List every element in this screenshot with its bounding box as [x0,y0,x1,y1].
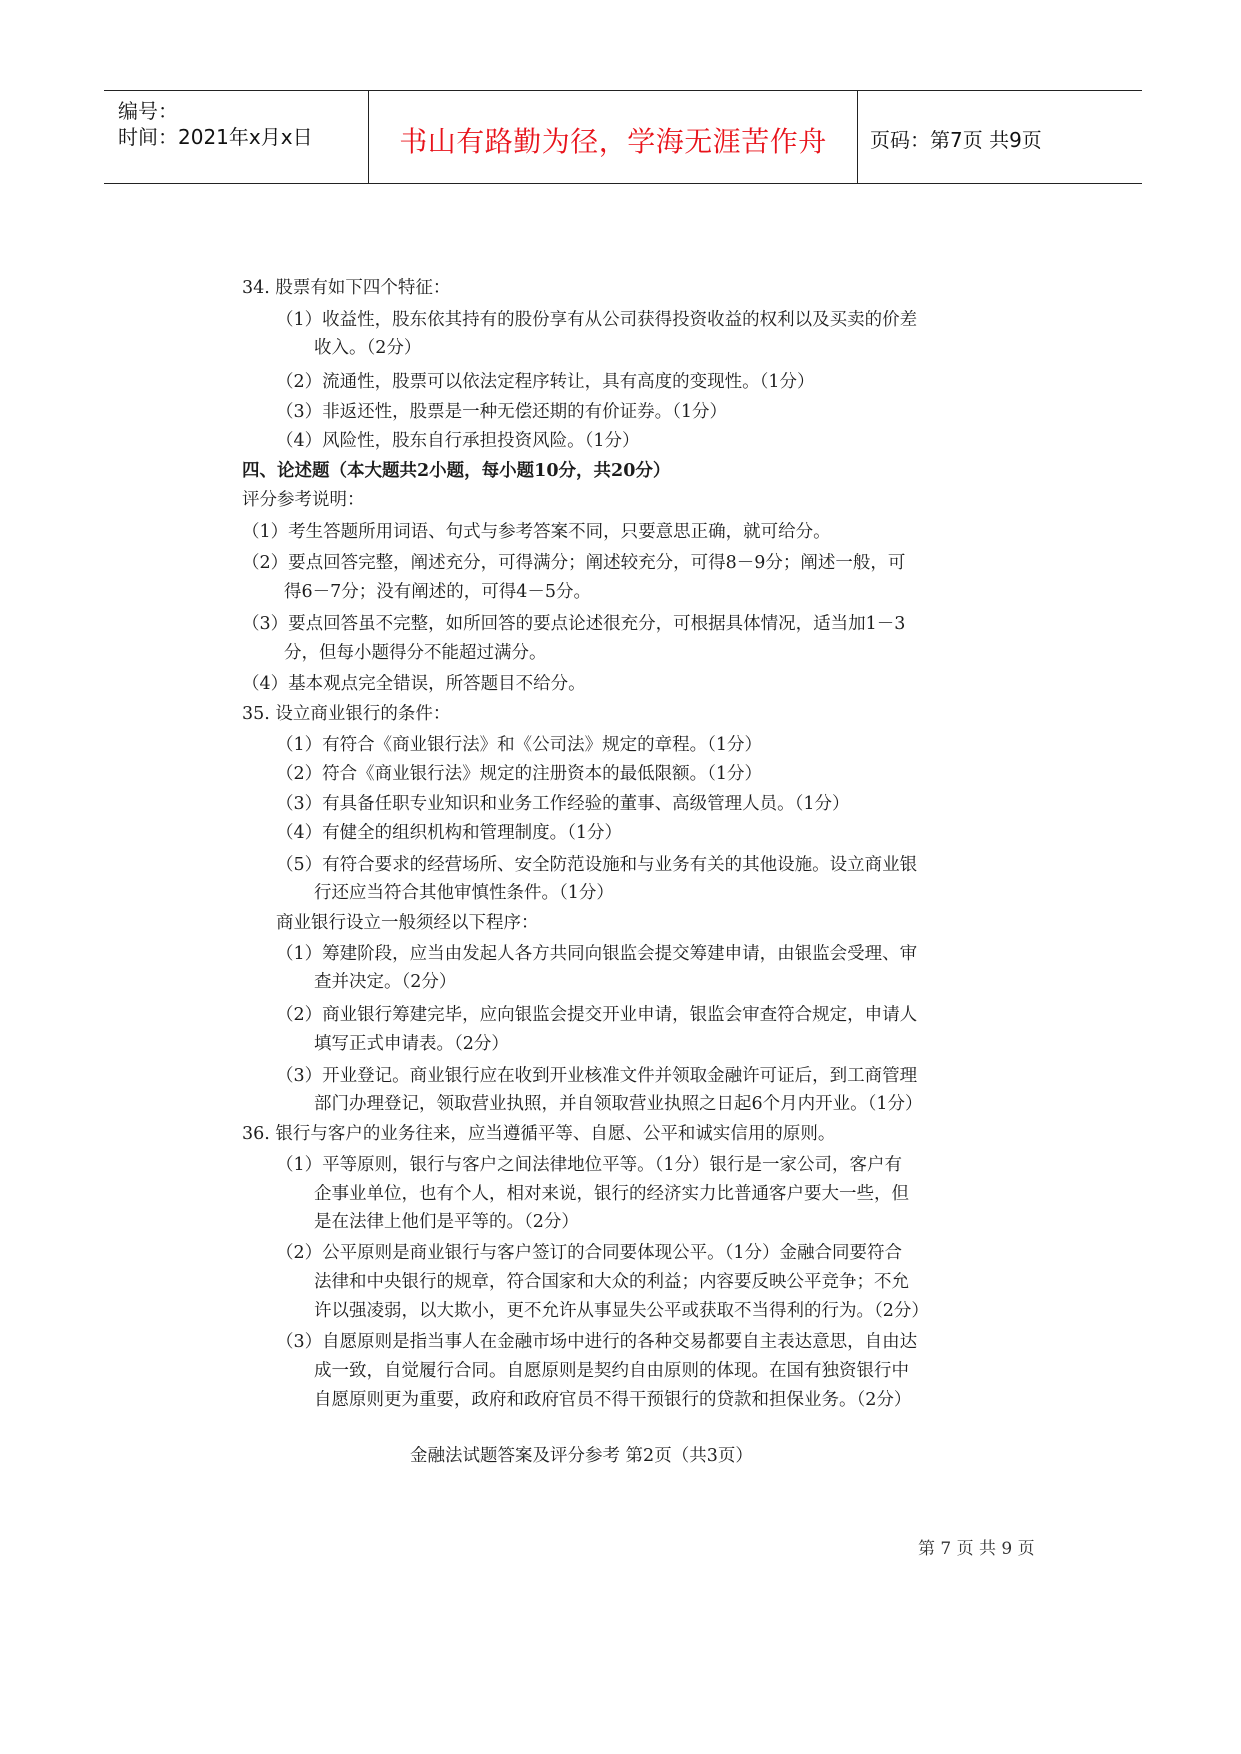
text-line: 34. 股票有如下四个特征： [242,278,451,298]
document-footer: 金融法试题答案及评分参考 第2页（共3页） [410,1446,753,1466]
header-left-cell [104,91,368,183]
text-line: 商业银行设立一般须经以下程序： [276,913,539,933]
text-line: 分，但每小题得分不能超过满分。 [284,643,547,663]
text-line: 自愿原则更为重要，政府和政府官员不得干预银行的贷款和担保业务。（2分） [314,1390,912,1410]
text-line: 查并决定。（2分） [314,972,457,992]
text-line: （3）有具备任职专业知识和业务工作经验的董事、高级管理人员。（1分） [276,794,850,814]
text-line: （3）非返还性，股票是一种无偿还期的有价证券。（1分） [276,402,728,422]
text-line: （3）要点回答虽不完整，如所回答的要点论述很充分，可根据具体情况，适当加1－3 [242,614,906,634]
text-line: （1）有符合《商业银行法》和《公司法》规定的章程。（1分） [276,735,763,755]
text-line: 得6－7分；没有阐述的，可得4－5分。 [284,582,592,602]
text-line: 行还应当符合其他审慎性条件。（1分） [314,883,614,903]
page-header [104,90,1142,184]
text-line: （5）有符合要求的经营场所、安全防范设施和与业务有关的其他设施。设立商业银 [276,855,918,875]
text-line: 35. 设立商业银行的条件： [242,704,451,724]
page-info: 页码：第7页 共9页 [870,128,1042,152]
time-label: 时间：2021年x月x日 [118,125,313,149]
text-line: （4）基本观点完全错误，所答题目不给分。 [242,674,586,694]
text-line: （2）公平原则是商业银行与客户签订的合同要体现公平。（1分）金融合同要符合 [276,1243,903,1263]
text-line: 收入。（2分） [314,338,422,358]
text-line: 评分参考说明： [242,490,365,510]
text-line: （3）自愿原则是指当事人在金融市场中进行的各种交易都要自主表达意思，自由达 [276,1332,918,1352]
text-line: （2）商业银行筹建完毕，应向银监会提交开业申请，银监会审查符合规定，申请人 [276,1005,918,1025]
header-right-cell [856,91,1142,183]
text-line: （2）要点回答完整，阐述充分，可得满分；阐述较充分，可得8－9分；阐述一般，可 [242,553,906,573]
text-line: 成一致，自觉履行合同。自愿原则是契约自由原则的体现。在国有独资银行中 [314,1361,909,1381]
text-line: （4）有健全的组织机构和管理制度。（1分） [276,823,623,843]
text-line: 36. 银行与客户的业务往来，应当遵循平等、自愿、公平和诚实信用的原则。 [242,1124,836,1144]
number-label: 编号： [118,99,178,123]
text-line: （1）考生答题所用词语、句式与参考答案不同，只要意思正确，就可给分。 [242,522,831,542]
text-line: 部门办理登记，领取营业执照，并自领取营业执照之日起6个月内开业。（1分） [314,1094,923,1114]
text-line: （4）风险性，股东自行承担投资风险。（1分） [276,431,640,451]
text-line: （1）平等原则，银行与客户之间法律地位平等。（1分）银行是一家公司，客户有 [276,1155,903,1175]
text-line: （2）符合《商业银行法》规定的注册资本的最低限额。（1分） [276,764,763,784]
text-line: （3）开业登记。商业银行应在收到开业核准文件并领取金融许可证后，到工商管理 [276,1066,918,1086]
text-line: 许以强凌弱，以大欺小，更不允许从事显失公平或获取不当得利的行为。（2分） [314,1301,929,1321]
text-line: 法律和中央银行的规章，符合国家和大众的利益；内容要反映公平竞争；不允 [314,1272,909,1292]
text-line: 是在法律上他们是平等的。（2分） [314,1212,579,1232]
text-line: （1）筹建阶段，应当由发起人各方共同向银监会提交筹建申请，由银监会受理、审 [276,944,918,964]
text-line: （2）流通性，股票可以依法定程序转让，具有高度的变现性。（1分） [276,372,815,392]
section-heading: 四、论述题（本大题共2小题，每小题10分，共20分） [242,461,671,481]
header-middle-cell [368,91,858,183]
page-number: 第 7 页 共 9 页 [918,1539,1035,1559]
text-line: 企事业单位，也有个人，相对来说，银行的经济实力比普通客户要大一些，但 [314,1184,909,1204]
text-line: 填写正式申请表。（2分） [314,1034,509,1054]
text-line: （1）收益性，股东依其持有的股份享有从公司获得投资收益的权利以及买卖的价差 [276,310,918,330]
motto: 书山有路勤为径，学海无涯苦作舟 [399,125,827,158]
